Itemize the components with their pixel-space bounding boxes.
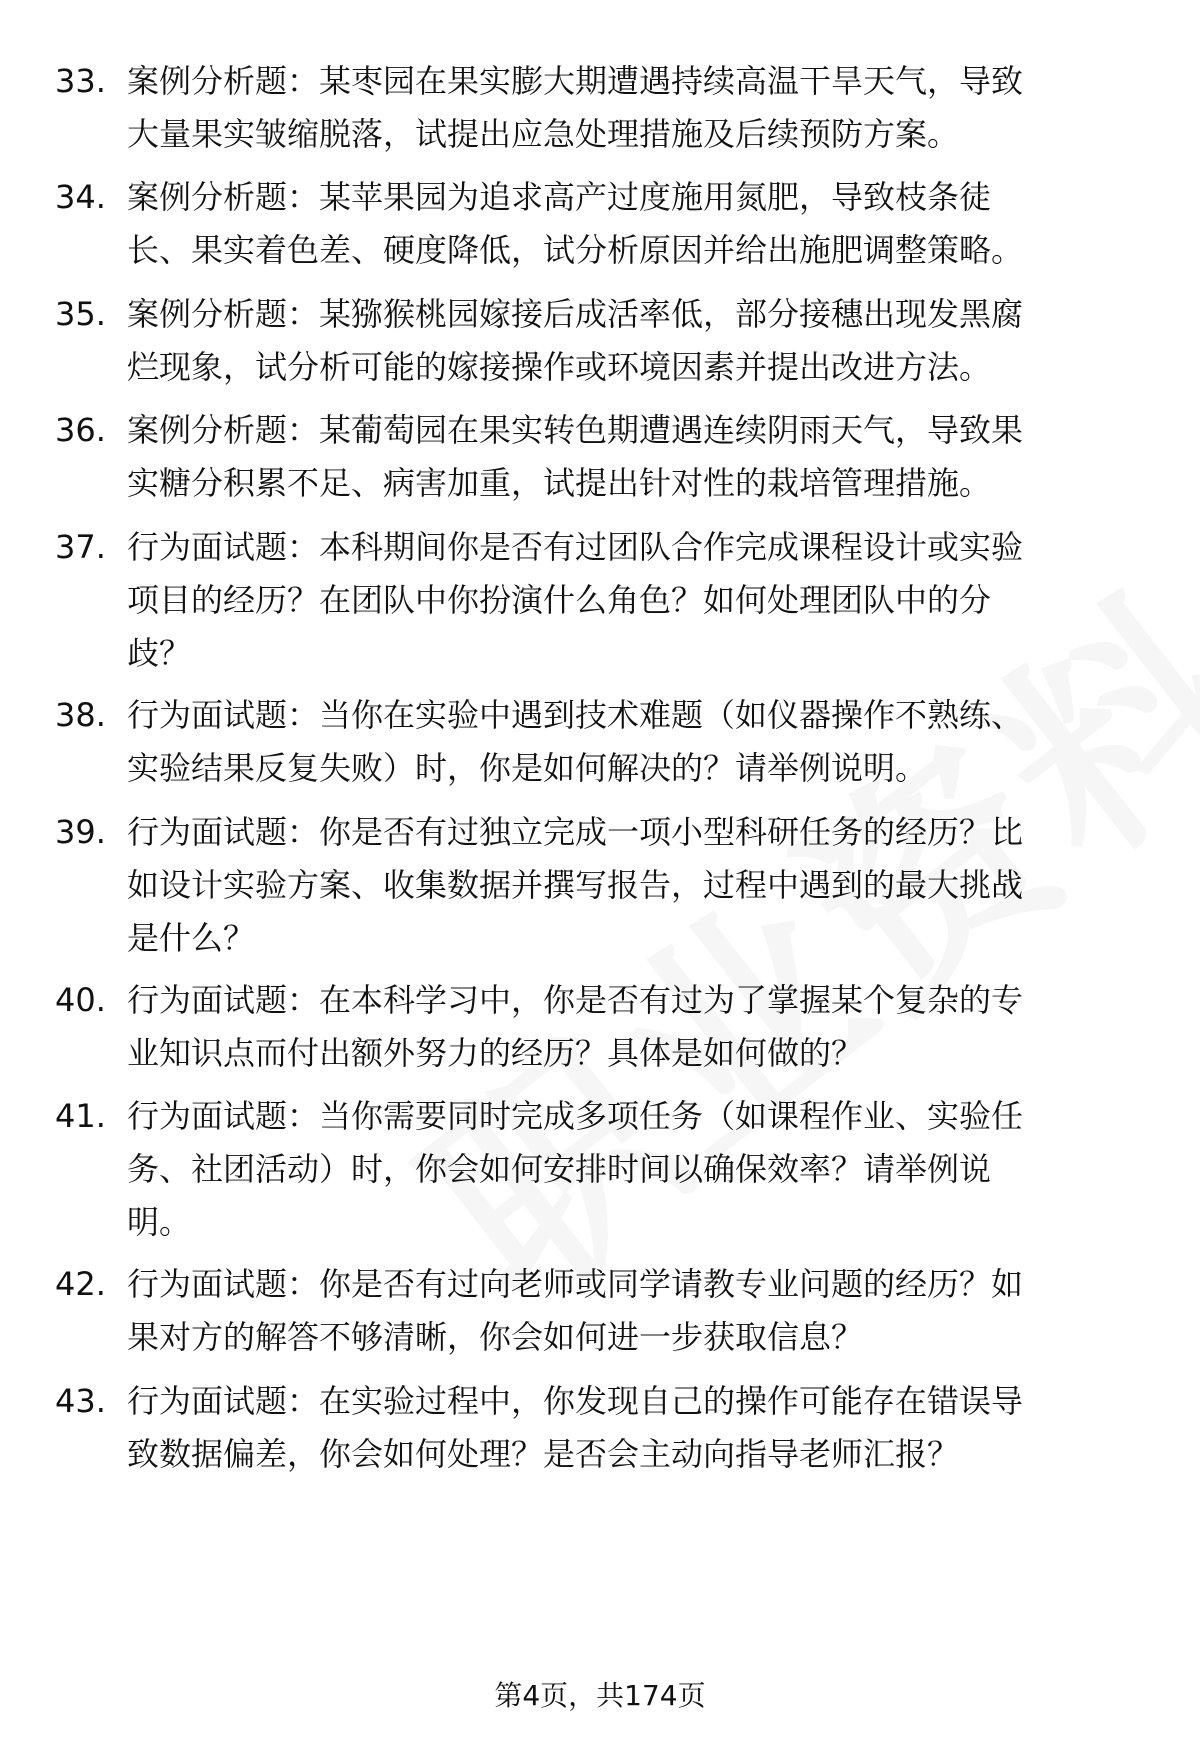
question-line: 大量果实皱缩脱落，试提出应急处理措施及后续预防方案。: [127, 115, 960, 153]
question-number: 33.: [55, 62, 106, 100]
question-text: [127, 55, 1147, 161]
question-text: [127, 521, 1147, 680]
question-text: [127, 1375, 1147, 1481]
question-line: 行为面试题：你是否有过向老师或同学请教专业问题的经历？如: [127, 1265, 1024, 1303]
question-number: 43.: [55, 1382, 106, 1420]
question-line: 案例分析题：某猕猴桃园嫁接后成活率低，部分接穗出现发黑腐: [127, 295, 1024, 333]
question-line: 案例分析题：某葡萄园在果实转色期遭遇连续阴雨天气，导致果: [127, 411, 1024, 449]
question-line: 如设计实验方案、收集数据并撰写报告，过程中遇到的最大挑战: [127, 866, 1024, 904]
question-text: [127, 974, 1147, 1080]
question-line: 务、社团活动）时，你会如何安排时间以确保效率？请举例说: [127, 1150, 992, 1188]
question-line: 致数据偏差，你会如何处理？是否会主动向指导老师汇报？: [127, 1435, 960, 1473]
question-number: 39.: [55, 813, 106, 851]
question-number: 36.: [55, 411, 106, 449]
question-number: 34.: [55, 178, 106, 216]
question-number: 40.: [55, 981, 106, 1019]
question-text: [127, 1258, 1147, 1364]
question-text: [127, 1090, 1147, 1249]
question-line: 烂现象，试分析可能的嫁接操作或环境因素并提出改进方法。: [127, 348, 992, 386]
question-line: 行为面试题：当你在实验中遇到技术难题（如仪器操作不熟练、: [127, 696, 1024, 734]
question-text: [127, 689, 1147, 795]
question-line: 是什么？: [127, 919, 256, 957]
question-line: 行为面试题：在本科学习中，你是否有过为了掌握某个复杂的专: [127, 981, 1024, 1019]
question-number: 35.: [55, 295, 106, 333]
question-text: [127, 806, 1147, 965]
question-line: 实糖分积累不足、病害加重，试提出针对性的栽培管理措施。: [127, 464, 992, 502]
question-text: [127, 404, 1147, 510]
page-footer: [0, 1676, 1200, 1716]
question-number: 42.: [55, 1265, 106, 1303]
question-line: 明。: [127, 1203, 192, 1241]
page-number-label: 第4页，共174页: [494, 1679, 706, 1712]
question-line: 行为面试题：在实验过程中，你发现自己的操作可能存在错误导: [127, 1382, 1024, 1420]
question-number: 38.: [55, 696, 106, 734]
question-number: 37.: [55, 528, 106, 566]
question-line: 行为面试题：当你需要同时完成多项任务（如课程作业、实验任: [127, 1097, 1024, 1135]
question-text: [127, 288, 1147, 394]
question-number: 41.: [55, 1097, 106, 1135]
question-line: 行为面试题：本科期间你是否有过团队合作完成课程设计或实验: [127, 528, 1024, 566]
question-line: 行为面试题：你是否有过独立完成一项小型科研任务的经历？比: [127, 813, 1024, 851]
question-text: [127, 171, 1147, 277]
question-line: 歧？: [127, 634, 192, 672]
question-line: 案例分析题：某苹果园为追求高产过度施用氮肥，导致枝条徒: [127, 178, 992, 216]
question-line: 长、果实着色差、硬度降低，试分析原因并给出施肥调整策略。: [127, 231, 1024, 269]
question-line: 项目的经历？在团队中你扮演什么角色？如何处理团队中的分: [127, 581, 992, 619]
question-line: 业知识点而付出额外努力的经历？具体是如何做的？: [127, 1034, 864, 1072]
question-line: 实验结果反复失败）时，你是如何解决的？请举例说明。: [127, 749, 928, 787]
question-line: 案例分析题：某枣园在果实膨大期遭遇持续高温干旱天气，导致: [127, 62, 1024, 100]
question-line: 果对方的解答不够清晰，你会如何进一步获取信息？: [127, 1318, 864, 1356]
